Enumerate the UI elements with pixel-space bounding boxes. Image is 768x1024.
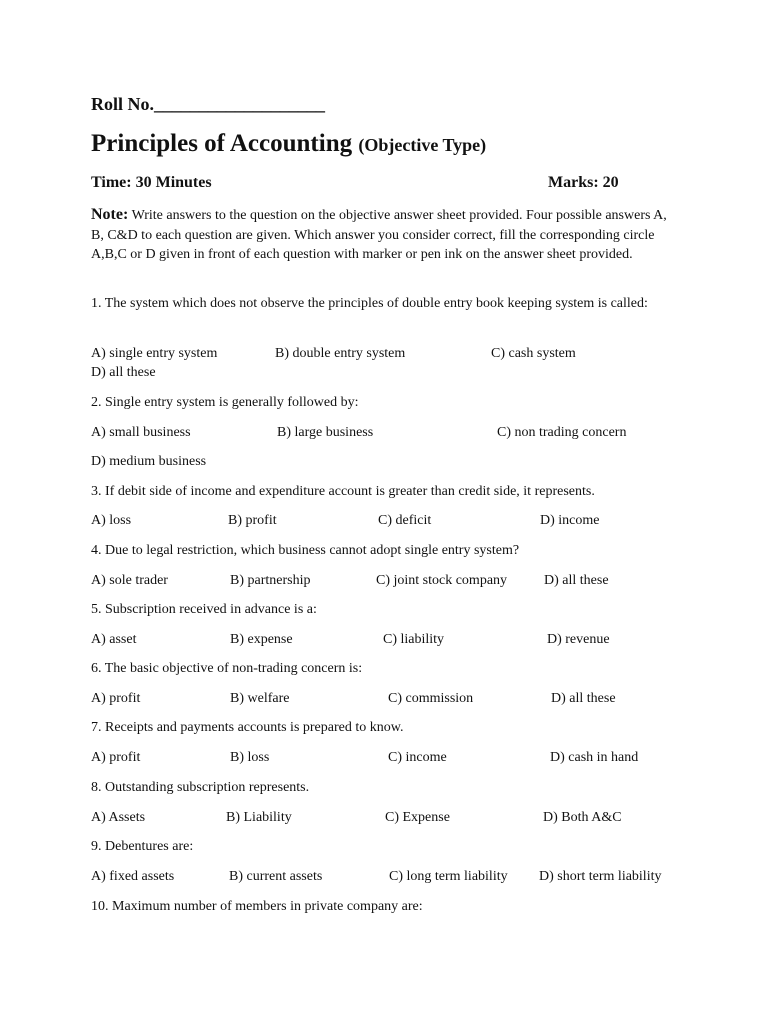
question-8-option-c: C) Expense (385, 810, 450, 825)
question-4-option-c: C) joint stock company (376, 573, 508, 588)
question-2-option-b: B) large business (277, 425, 374, 440)
note-label: Note: (91, 206, 129, 223)
question-5-option-a: A) asset (91, 632, 137, 647)
roll-number-field: Roll No.___________________ (91, 94, 325, 114)
question-2: 2. Single entry system is generally followed by: (91, 395, 359, 410)
question-6-option-b: B) welfare (230, 691, 290, 706)
question-9-option-d: D) short term liability (539, 869, 662, 884)
question-6-option-a: A) profit (91, 691, 141, 706)
question-4: 4. Due to legal restriction, which business cannot adopt single entry system? (91, 543, 520, 558)
question-9-option-c: C) long term liability (389, 869, 508, 884)
question-9-option-b: B) current assets (229, 869, 323, 884)
question-7: 7. Receipts and payments accounts is prepared to know. (91, 720, 404, 735)
question-1-option-c: C) cash system (491, 346, 576, 361)
question-5-option-b: B) expense (230, 632, 293, 647)
question-5-option-c: C) liability (383, 632, 445, 647)
question-3-option-b: B) profit (228, 513, 277, 528)
question-4-option-b: B) partnership (230, 573, 311, 588)
question-6: 6. The basic objective of non-trading concern is: (91, 661, 363, 676)
question-1: 1. The system which does not observe the principles of double entry book keeping system is called: (91, 296, 648, 311)
question-8-option-b: B) Liability (226, 810, 292, 825)
instructions-note (91, 205, 671, 265)
question-2-option-a: A) small business (91, 425, 191, 440)
question-8-option-a: A) Assets (91, 810, 146, 825)
question-4-option-a: A) sole trader (91, 573, 168, 588)
question-10: 10. Maximum number of members in private company are: (91, 899, 423, 914)
question-2-option-d: D) medium business (91, 454, 207, 469)
question-5: 5. Subscription received in advance is a: (91, 602, 317, 617)
title-main: Principles of Accounting (91, 130, 353, 157)
question-1-option-b: B) double entry system (275, 346, 406, 361)
question-8: 8. Outstanding subscription represents. (91, 780, 310, 795)
question-2-option-c: C) non trading concern (497, 425, 627, 440)
question-3-option-c: C) deficit (378, 513, 432, 528)
question-8-option-d: D) Both A&C (543, 810, 622, 825)
question-7-option-a: A) profit (91, 750, 141, 765)
question-3-option-a: A) loss (91, 513, 132, 528)
question-6-option-c: C) commission (388, 691, 474, 706)
note-text: Write answers to the question on the objective answer sheet provided. Four possible answers A, B, C&D to each question are given. Which answer you consider correct, fill the corresponding circle A,B,C or D given in front of each question with marker or pen ink on the answer sheet provided. (91, 208, 667, 262)
question-5-option-d: D) revenue (547, 632, 610, 647)
question-6-option-d: D) all these (551, 691, 616, 706)
question-9-option-a: A) fixed assets (91, 869, 175, 884)
title-subtitle: (Objective Type) (358, 135, 487, 155)
question-7-option-c: C) income (388, 750, 447, 765)
time-label: Time: 30 Minutes (91, 174, 212, 191)
question-3-option-d: D) income (540, 513, 600, 528)
question-7-option-d: D) cash in hand (550, 750, 639, 765)
question-4-option-d: D) all these (544, 573, 609, 588)
page-title (91, 130, 486, 158)
question-1-option-a: A) single entry system (91, 346, 218, 361)
question-7-option-b: B) loss (230, 750, 270, 765)
question-1-option-d: D) all these (91, 365, 156, 380)
question-3: 3. If debit side of income and expenditure account is greater than credit side, it represents. (91, 484, 595, 499)
marks-label: Marks: 20 (548, 174, 619, 191)
question-9: 9. Debentures are: (91, 839, 194, 854)
